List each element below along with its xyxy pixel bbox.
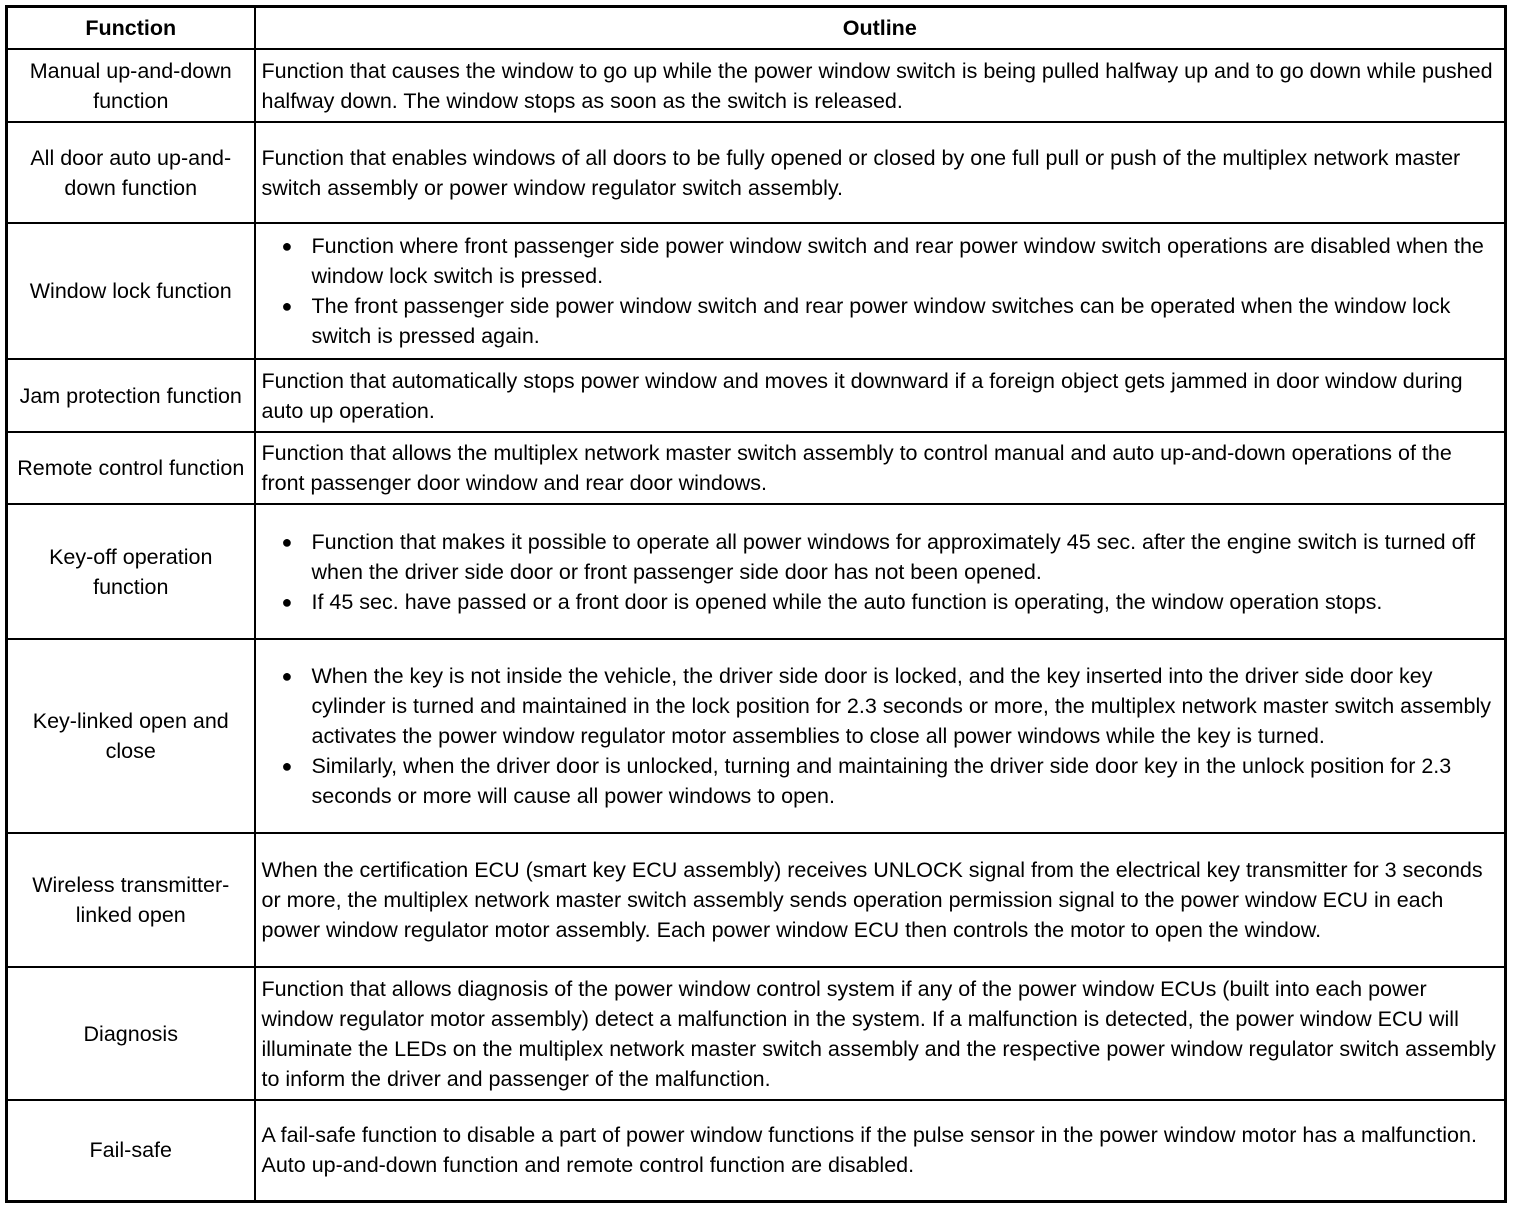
outline-cell	[255, 223, 1506, 359]
function-column-header: Function	[7, 7, 255, 50]
function-cell: Jam protection function	[7, 359, 255, 432]
outline-text: When the certification ECU (smart key ECU assembly) receives UNLOCK signal from the electrical key transmitter for 3 seconds or more, the multiplex network master switch assembly sends operation permission signal to the power window ECU in each power window regulator motor assembly. Each power window ECU then controls the motor to open the window.	[261, 858, 1483, 942]
outline-text: Function that causes the window to go up while the power window switch is being pulled halfway up and to go down while pushed halfway down. The window stops as soon as the switch is released.	[261, 58, 1493, 113]
bullet-list	[262, 661, 1499, 811]
table-row	[7, 223, 1506, 359]
bullet-item: ● The front passenger side power window switch and rear power window switches can be operated when the window lock switch is pressed again.	[262, 291, 1499, 351]
table-body	[7, 49, 1506, 1201]
bullet-list	[262, 527, 1499, 617]
function-cell: Key-off operation function	[7, 504, 255, 639]
function-cell: All door auto up-and-down function	[7, 122, 255, 223]
header-row	[7, 7, 1506, 50]
bullet-item: ● Similarly, when the driver door is unlocked, turning and maintaining the driver side door key in the unlock position for 2.3 seconds or more will cause all power windows to open.	[262, 751, 1499, 811]
function-cell: Wireless transmitter-linked open	[7, 833, 255, 967]
table-row	[7, 49, 1506, 122]
function-cell: Diagnosis	[7, 967, 255, 1100]
table-row	[7, 967, 1506, 1100]
outline-cell	[255, 639, 1506, 833]
bullet-item: ● If 45 sec. have passed or a front door is opened while the auto function is operating, the window operation stops.	[262, 587, 1499, 617]
outline-cell	[255, 122, 1506, 223]
bullet-item: ● Function that makes it possible to operate all power windows for approximately 45 sec. after the engine switch is turned off when the driver side door or front passenger side door has not been opened.	[262, 527, 1499, 587]
table-row	[7, 1100, 1506, 1201]
outline-text: Function that allows diagnosis of the power window control system if any of the power window ECUs (built into each power window regulator motor assembly) detect a malfunction in the system. If a malfunction is detected, the power window ECU will illuminate the LEDs on the multiplex network master switch assembly and the respective power window regulator switch assembly to inform the driver and passenger of the malfunction.	[261, 976, 1496, 1091]
outline-cell	[255, 967, 1506, 1100]
outline-cell	[255, 49, 1506, 122]
outline-text: Auto up-and-down function and remote control function are disabled.	[261, 1153, 915, 1178]
outline-cell	[255, 1100, 1506, 1201]
table-row	[7, 833, 1506, 967]
outline-cell	[255, 359, 1506, 432]
outline-text: Function that allows the multiplex network master switch assembly to control manual and auto up-and-down operations of the front passenger door window and rear door windows.	[261, 441, 1452, 495]
function-cell: Key-linked open and close	[7, 639, 255, 833]
outline-text: A fail-safe function to disable a part of power window functions if the pulse sensor in the power window motor has a malfunction.	[261, 1123, 1477, 1148]
table-row	[7, 359, 1506, 432]
outline-cell	[255, 833, 1506, 967]
bullet-item: ● When the key is not inside the vehicle, the driver side door is locked, and the key inserted into the driver side door key cylinder is turned and maintained in the lock position for 2.3 seconds or more, the multiplex network master switch assembly activates the power window regulator motor assemblies to close all power windows while the key is turned.	[262, 661, 1499, 751]
bullet-list	[262, 231, 1499, 351]
function-cell: Remote control function	[7, 432, 255, 504]
function-cell: Fail-safe	[7, 1100, 255, 1201]
outline-text: Function that automatically stops power window and moves it downward if a foreign object gets jammed in door window during auto up operation.	[261, 368, 1463, 423]
bullet-item: ● Function where front passenger side power window switch and rear power window switch operations are disabled when the window lock switch is pressed.	[262, 231, 1499, 291]
outline-text: Function that enables windows of all doors to be fully opened or closed by one full pull or push of the multiplex network master switch assembly or power window regulator switch assembly.	[261, 145, 1461, 200]
table-row	[7, 504, 1506, 639]
table-row	[7, 432, 1506, 504]
outline-cell	[255, 504, 1506, 639]
table-row	[7, 122, 1506, 223]
table-row	[7, 639, 1506, 833]
outline-cell	[255, 432, 1506, 504]
function-cell: Manual up-and-down function	[7, 49, 255, 122]
outline-column-header: Outline	[255, 7, 1506, 50]
function-cell: Window lock function	[7, 223, 255, 359]
function-outline-table	[5, 5, 1507, 1203]
